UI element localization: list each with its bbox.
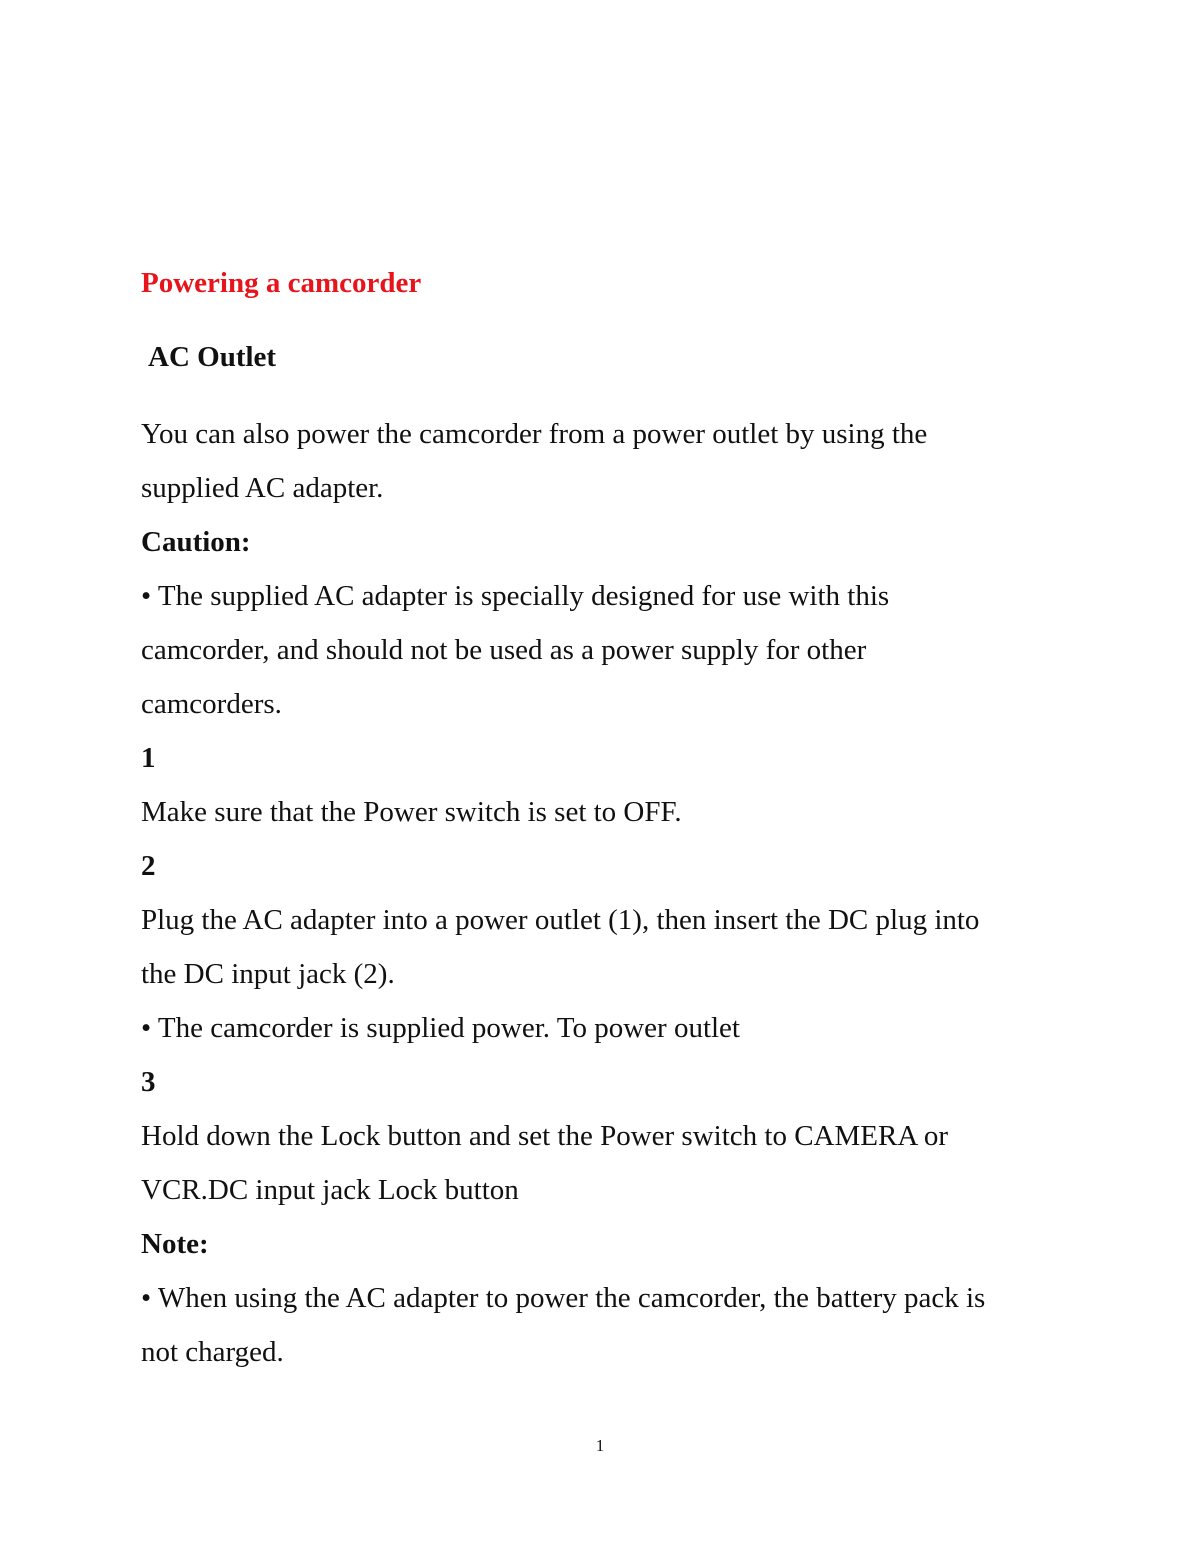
step-line: the DC input jack (2). (141, 958, 395, 990)
step-line: Make sure that the Power switch is set to OFF. (141, 796, 682, 828)
section-heading: AC Outlet (148, 341, 277, 373)
step-number: 1 (141, 742, 156, 774)
paragraph-line: You can also power the camcorder from a power outlet by using the (141, 418, 928, 450)
step-line: • The camcorder is supplied power. To power outlet (141, 1012, 740, 1044)
step-line: Hold down the Lock button and set the Power switch to CAMERA or (141, 1120, 949, 1152)
caution-line: camcorders. (141, 688, 282, 720)
paragraph-line: supplied AC adapter. (141, 472, 384, 504)
note-line: • When using the AC adapter to power the camcorder, the battery pack is (141, 1282, 986, 1314)
caution-line: camcorder, and should not be used as a power supply for other (141, 634, 867, 666)
document-body (141, 259, 1081, 1379)
page-number: 1 (595, 1436, 605, 1455)
caution-label: Caution: (141, 526, 251, 558)
page-title: Powering a camcorder (141, 267, 422, 299)
note-line: not charged. (141, 1336, 284, 1368)
caution-line: • The supplied AC adapter is specially designed for use with this (141, 580, 890, 612)
note-label: Note: (141, 1228, 209, 1260)
step-line: VCR.DC input jack Lock button (141, 1174, 519, 1206)
step-number: 3 (141, 1066, 156, 1098)
step-number: 2 (141, 850, 156, 882)
step-line: Plug the AC adapter into a power outlet (1), then insert the DC plug into (141, 904, 980, 936)
